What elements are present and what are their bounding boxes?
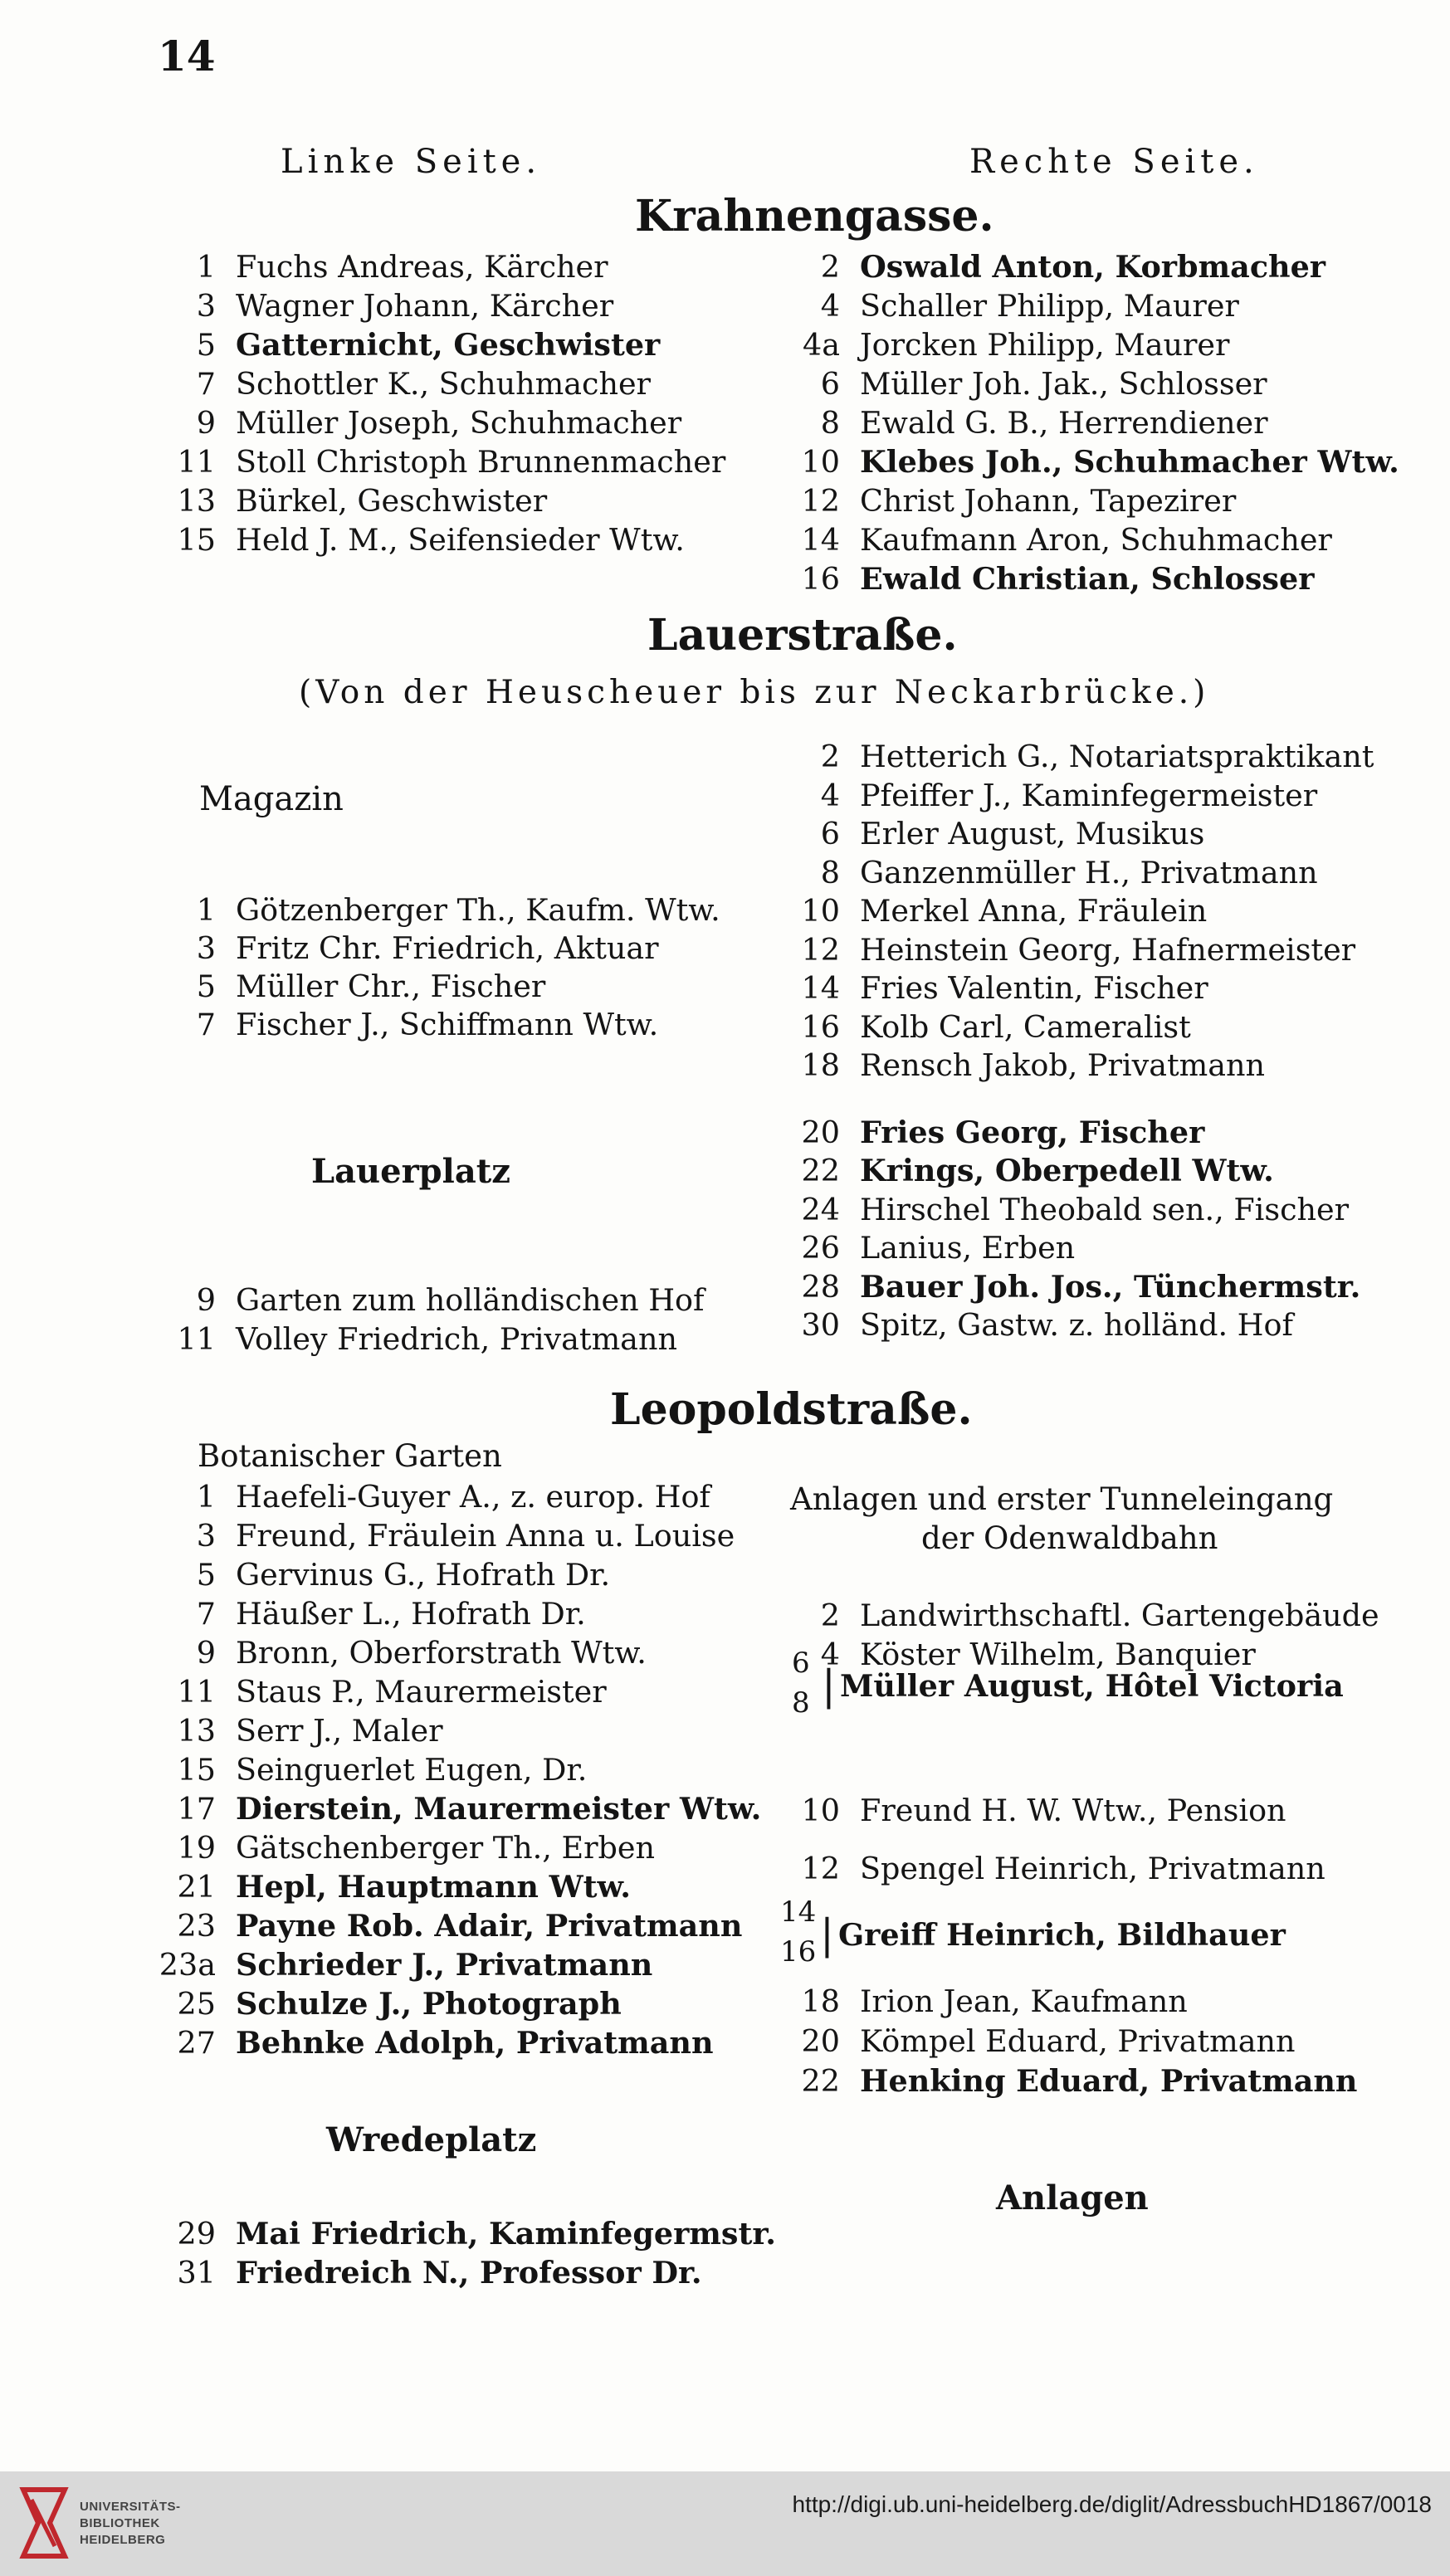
house-number: 13 xyxy=(177,483,216,519)
address-entry xyxy=(158,522,685,558)
resident-name: Müller Joseph, Schuhmacher xyxy=(236,405,682,441)
resident-name: Schrieder J., Privatmann xyxy=(236,1947,653,1983)
house-number: 7 xyxy=(196,1007,216,1042)
address-entry xyxy=(158,2025,714,2061)
anlagen-tunnel-line1: Anlagen und erster Tunneleingang xyxy=(790,1481,1334,1517)
source-url-link[interactable]: http://digi.ub.uni-heidelberg.de/diglit/AdressbuchHD1867/0018 xyxy=(792,2491,1432,2517)
house-number: 8 xyxy=(820,405,840,441)
resident-name: Köster Wilhelm, Banquier xyxy=(860,1637,1256,1672)
resident-name: Müller Joh. Jak., Schlosser xyxy=(860,366,1267,402)
resident-name: Bauer Joh. Jos., Tünchermstr. xyxy=(860,1268,1361,1305)
address-entry xyxy=(158,1947,652,1983)
entry-number: 8 xyxy=(792,1686,810,1720)
right-side-heading: Rechte Seite. xyxy=(969,143,1259,181)
house-number: 23a xyxy=(159,1947,216,1983)
address-entry xyxy=(757,366,1267,402)
house-number: 22 xyxy=(801,2063,840,2099)
house-number: 16 xyxy=(801,1008,840,1045)
resident-name: Krings, Oberpedell Wtw. xyxy=(860,1153,1274,1188)
resident-name: Wagner Johann, Kärcher xyxy=(236,288,614,324)
address-entry xyxy=(757,1307,1293,1343)
address-entry xyxy=(158,1986,622,2022)
resident-name: Häußer L., Hofrath Dr. xyxy=(236,1596,586,1632)
house-number: 11 xyxy=(177,1674,216,1710)
house-number: 4 xyxy=(820,288,840,324)
resident-name: Fries Georg, Fischer xyxy=(860,1114,1205,1150)
house-number: 9 xyxy=(196,405,216,441)
address-entry xyxy=(757,1793,1286,1828)
house-number: 23 xyxy=(177,1908,216,1944)
house-number: 14 xyxy=(801,522,840,558)
resident-name: Bürkel, Geschwister xyxy=(236,483,548,519)
wredeplatz-label: Wredeplatz xyxy=(326,2120,537,2159)
resident-name: Müller Chr., Fischer xyxy=(236,968,546,1004)
address-entry xyxy=(757,778,1317,813)
address-entry xyxy=(757,1009,1191,1045)
house-number: 1 xyxy=(196,1479,216,1515)
house-number: 5 xyxy=(196,327,216,363)
resident-name: Schulze J., Photograph xyxy=(236,1986,622,2022)
resident-name: Ewald G. B., Herrendiener xyxy=(860,405,1268,441)
resident-name: Christ Johann, Tapezirer xyxy=(860,483,1237,519)
left-side-heading: Linke Seite. xyxy=(281,143,542,181)
address-entry xyxy=(757,1115,1204,1150)
address-entry xyxy=(158,1635,647,1671)
house-number: 1 xyxy=(196,892,216,928)
house-number: 1 xyxy=(196,249,216,285)
address-entry xyxy=(757,1192,1349,1227)
house-number: 16 xyxy=(801,561,840,597)
magazin-label: Magazin xyxy=(199,780,344,818)
house-number: 4 xyxy=(820,777,840,813)
address-entry xyxy=(158,968,545,1004)
botanischer-garten-label: Botanischer Garten xyxy=(198,1438,502,1474)
house-number: 31 xyxy=(177,2255,216,2291)
address-entry xyxy=(757,444,1399,480)
address-entry xyxy=(158,1869,631,1905)
resident-name: Fries Valentin, Fischer xyxy=(860,970,1208,1006)
address-entry xyxy=(158,1752,587,1788)
resident-name: Spitz, Gastw. z. holländ. Hof xyxy=(860,1307,1293,1343)
entry-number: 6 xyxy=(792,1647,810,1680)
house-number: 20 xyxy=(801,1114,840,1150)
address-entry xyxy=(757,2023,1296,2059)
house-number: 21 xyxy=(177,1869,216,1905)
house-number: 2 xyxy=(820,1598,840,1633)
house-number: 8 xyxy=(820,854,840,890)
page-number: 14 xyxy=(158,32,216,80)
address-entry xyxy=(757,522,1332,558)
resident-name: Heinstein Georg, Hafnermeister xyxy=(860,931,1356,968)
resident-name: Gervinus G., Hofrath Dr. xyxy=(236,1557,611,1593)
resident-name: Haefeli-Guyer A., z. europ. Hof xyxy=(236,1479,710,1515)
resident-name: Kolb Carl, Cameralist xyxy=(860,1008,1191,1045)
logo-text-line3: HEIDELBERG xyxy=(80,2533,166,2547)
resident-name: Hepl, Hauptmann Wtw. xyxy=(236,1869,631,1905)
house-number: 20 xyxy=(801,2023,840,2059)
house-number: 6 xyxy=(820,816,840,851)
house-number: 14 xyxy=(801,970,840,1006)
address-entry xyxy=(158,327,660,363)
house-number: 18 xyxy=(801,1983,840,2019)
lauerplatz-label: Lauerplatz xyxy=(311,1152,510,1191)
entry-text: Greiff Heinrich, Bildhauer xyxy=(838,1917,1286,1953)
address-entry xyxy=(757,855,1318,890)
address-entry xyxy=(158,1791,761,1827)
house-number: 6 xyxy=(820,366,840,402)
resident-name: Schaller Philipp, Maurer xyxy=(860,288,1239,324)
resident-name: Pfeiffer J., Kaminfegermeister xyxy=(860,777,1318,813)
resident-name: Henking Eduard, Privatmann xyxy=(860,2063,1358,2099)
resident-name: Klebes Joh., Schuhmacher Wtw. xyxy=(860,444,1399,480)
address-entry xyxy=(757,1598,1379,1633)
house-number: 10 xyxy=(801,893,840,929)
address-entry xyxy=(158,483,547,519)
resident-name: Held J. M., Seifensieder Wtw. xyxy=(236,522,685,558)
address-entry xyxy=(757,1851,1326,1886)
address-entry xyxy=(158,1007,658,1042)
anlagen-label: Anlagen xyxy=(996,2178,1149,2217)
address-entry xyxy=(158,1282,705,1318)
resident-name: Payne Rob. Adair, Privatmann xyxy=(236,1908,743,1944)
resident-name: Kömpel Eduard, Privatmann xyxy=(860,2023,1296,2059)
resident-name: Jorcken Philipp, Maurer xyxy=(860,327,1230,363)
address-entry xyxy=(158,444,725,480)
address-entry xyxy=(757,561,1314,597)
resident-name: Ewald Christian, Schlosser xyxy=(860,561,1315,597)
street-title-leopoldstrasse: Leopoldstraße. xyxy=(610,1384,973,1435)
entry-number: 16 xyxy=(780,1935,817,1969)
resident-name: Merkel Anna, Fräulein xyxy=(860,893,1208,929)
house-number: 18 xyxy=(801,1047,840,1083)
address-entry xyxy=(757,932,1355,968)
address-entry xyxy=(158,1830,655,1866)
resident-name: Erler August, Musikus xyxy=(860,816,1205,851)
resident-name: Serr J., Maler xyxy=(236,1713,443,1749)
house-number: 26 xyxy=(801,1230,840,1266)
address-entry xyxy=(158,249,608,285)
address-entry xyxy=(158,1596,586,1632)
house-number: 9 xyxy=(196,1282,216,1318)
address-entry xyxy=(158,930,659,966)
house-number: 24 xyxy=(801,1191,840,1227)
address-entry xyxy=(158,1908,742,1944)
house-number: 17 xyxy=(177,1791,216,1827)
resident-name: Dierstein, Maurermeister Wtw. xyxy=(236,1791,762,1827)
address-entry xyxy=(158,2216,776,2252)
house-number: 12 xyxy=(801,483,840,519)
house-number: 2 xyxy=(820,739,840,774)
logo-text-line2: BIBLIOTHEK xyxy=(80,2516,160,2530)
address-entry xyxy=(757,1047,1265,1083)
address-entry xyxy=(757,1269,1360,1305)
resident-name: Irion Jean, Kaufmann xyxy=(860,1983,1188,2019)
house-number: 3 xyxy=(196,930,216,966)
resident-name: Gätschenberger Th., Erben xyxy=(236,1830,656,1866)
address-entry xyxy=(757,970,1208,1006)
house-number: 4a xyxy=(803,327,840,363)
address-entry xyxy=(757,893,1207,929)
footer-bar xyxy=(0,2471,1450,2576)
address-entry xyxy=(757,405,1268,441)
house-number: 27 xyxy=(177,2025,216,2061)
resident-name: Mai Friedrich, Kaminfegermstr. xyxy=(236,2216,776,2252)
resident-name: Fischer J., Schiffmann Wtw. xyxy=(236,1007,659,1042)
house-number: 4 xyxy=(820,1637,840,1672)
resident-name: Seinguerlet Eugen, Dr. xyxy=(236,1752,588,1788)
resident-name: Kaufmann Aron, Schuhmacher xyxy=(860,522,1332,558)
house-number: 11 xyxy=(177,1321,216,1357)
resident-name: Freund, Fräulein Anna u. Louise xyxy=(236,1518,735,1554)
resident-name: Landwirthschaftl. Gartengebäude xyxy=(860,1598,1379,1633)
resident-name: Ganzenmüller H., Privatmann xyxy=(860,854,1318,890)
street-title-krahnengasse: Krahnengasse. xyxy=(635,191,994,242)
resident-name: Gatternicht, Geschwister xyxy=(236,327,661,363)
entry-text: Müller August, Hôtel Victoria xyxy=(840,1668,1344,1704)
address-entry xyxy=(757,249,1326,285)
entry-number: 14 xyxy=(780,1895,817,1929)
street-subtitle-lauerstrasse: (Von der Heuscheuer bis zur Neckarbrücke.) xyxy=(299,674,1210,711)
house-number: 19 xyxy=(177,1830,216,1866)
logo-text-line1: UNIVERSITÄTS- xyxy=(80,2500,181,2514)
resident-name: Rensch Jakob, Privatmann xyxy=(860,1047,1266,1083)
address-entry xyxy=(757,483,1236,519)
house-number: 5 xyxy=(196,968,216,1004)
resident-name: Oswald Anton, Korbmacher xyxy=(860,249,1326,285)
address-entry xyxy=(757,2063,1357,2099)
resident-name: Lanius, Erben xyxy=(860,1230,1076,1266)
resident-name: Stoll Christoph Brunnenmacher xyxy=(236,444,726,480)
address-entry xyxy=(158,1479,710,1515)
brace-symbol: | xyxy=(820,1910,834,1959)
address-entry xyxy=(757,816,1204,851)
house-number: 13 xyxy=(177,1713,216,1749)
resident-name: Garten zum holländischen Hof xyxy=(236,1282,705,1318)
house-number: 12 xyxy=(801,931,840,968)
resident-name: Fritz Chr. Friedrich, Aktuar xyxy=(236,930,659,966)
resident-name: Schottler K., Schuhmacher xyxy=(236,366,652,402)
address-entry xyxy=(757,288,1239,324)
resident-name: Götzenberger Th., Kaufm. Wtw. xyxy=(236,892,720,928)
house-number: 2 xyxy=(820,249,840,285)
address-entry xyxy=(158,1321,677,1357)
resident-name: Fuchs Andreas, Kärcher xyxy=(236,249,608,285)
resident-name: Spengel Heinrich, Privatmann xyxy=(860,1851,1326,1886)
house-number: 28 xyxy=(801,1268,840,1305)
address-entry xyxy=(158,1713,443,1749)
address-entry xyxy=(158,1674,607,1710)
address-entry xyxy=(158,405,681,441)
house-number: 11 xyxy=(177,444,216,480)
house-number: 12 xyxy=(801,1851,840,1886)
brace-symbol: | xyxy=(822,1661,836,1710)
address-entry xyxy=(158,366,651,402)
address-entry xyxy=(158,1557,610,1593)
resident-name: Bronn, Oberforstrath Wtw. xyxy=(236,1635,647,1671)
house-number: 22 xyxy=(801,1153,840,1188)
house-number: 29 xyxy=(177,2216,216,2252)
house-number: 5 xyxy=(196,1557,216,1593)
street-title-lauerstrasse: Lauerstraße. xyxy=(647,610,958,661)
house-number: 10 xyxy=(801,1793,840,1828)
university-library-logo-icon xyxy=(15,2483,73,2563)
house-number: 15 xyxy=(177,522,216,558)
address-entry xyxy=(757,739,1374,774)
address-entry xyxy=(158,892,720,928)
anlagen-tunnel-line2: der Odenwaldbahn xyxy=(921,1520,1218,1556)
address-entry xyxy=(158,2255,702,2291)
house-number: 15 xyxy=(177,1752,216,1788)
house-number: 3 xyxy=(196,1518,216,1554)
resident-name: Hetterich G., Notariatspraktikant xyxy=(860,739,1374,774)
resident-name: Staus P., Maurermeister xyxy=(236,1674,607,1710)
address-entry xyxy=(757,1153,1274,1188)
house-number: 3 xyxy=(196,288,216,324)
house-number: 30 xyxy=(801,1307,840,1343)
address-entry xyxy=(158,288,613,324)
resident-name: Friedreich N., Professor Dr. xyxy=(236,2255,702,2291)
address-entry xyxy=(757,327,1230,363)
address-entry xyxy=(158,1518,735,1554)
house-number: 25 xyxy=(177,1986,216,2022)
resident-name: Hirschel Theobald sen., Fischer xyxy=(860,1191,1350,1227)
house-number: 7 xyxy=(196,1596,216,1632)
house-number: 10 xyxy=(801,444,840,480)
house-number: 7 xyxy=(196,366,216,402)
house-number: 9 xyxy=(196,1635,216,1671)
resident-name: Freund H. W. Wtw., Pension xyxy=(860,1793,1286,1828)
resident-name: Behnke Adolph, Privatmann xyxy=(236,2025,714,2061)
resident-name: Volley Friedrich, Privatmann xyxy=(236,1321,677,1357)
address-entry xyxy=(757,1230,1075,1266)
address-entry xyxy=(757,1983,1188,2019)
